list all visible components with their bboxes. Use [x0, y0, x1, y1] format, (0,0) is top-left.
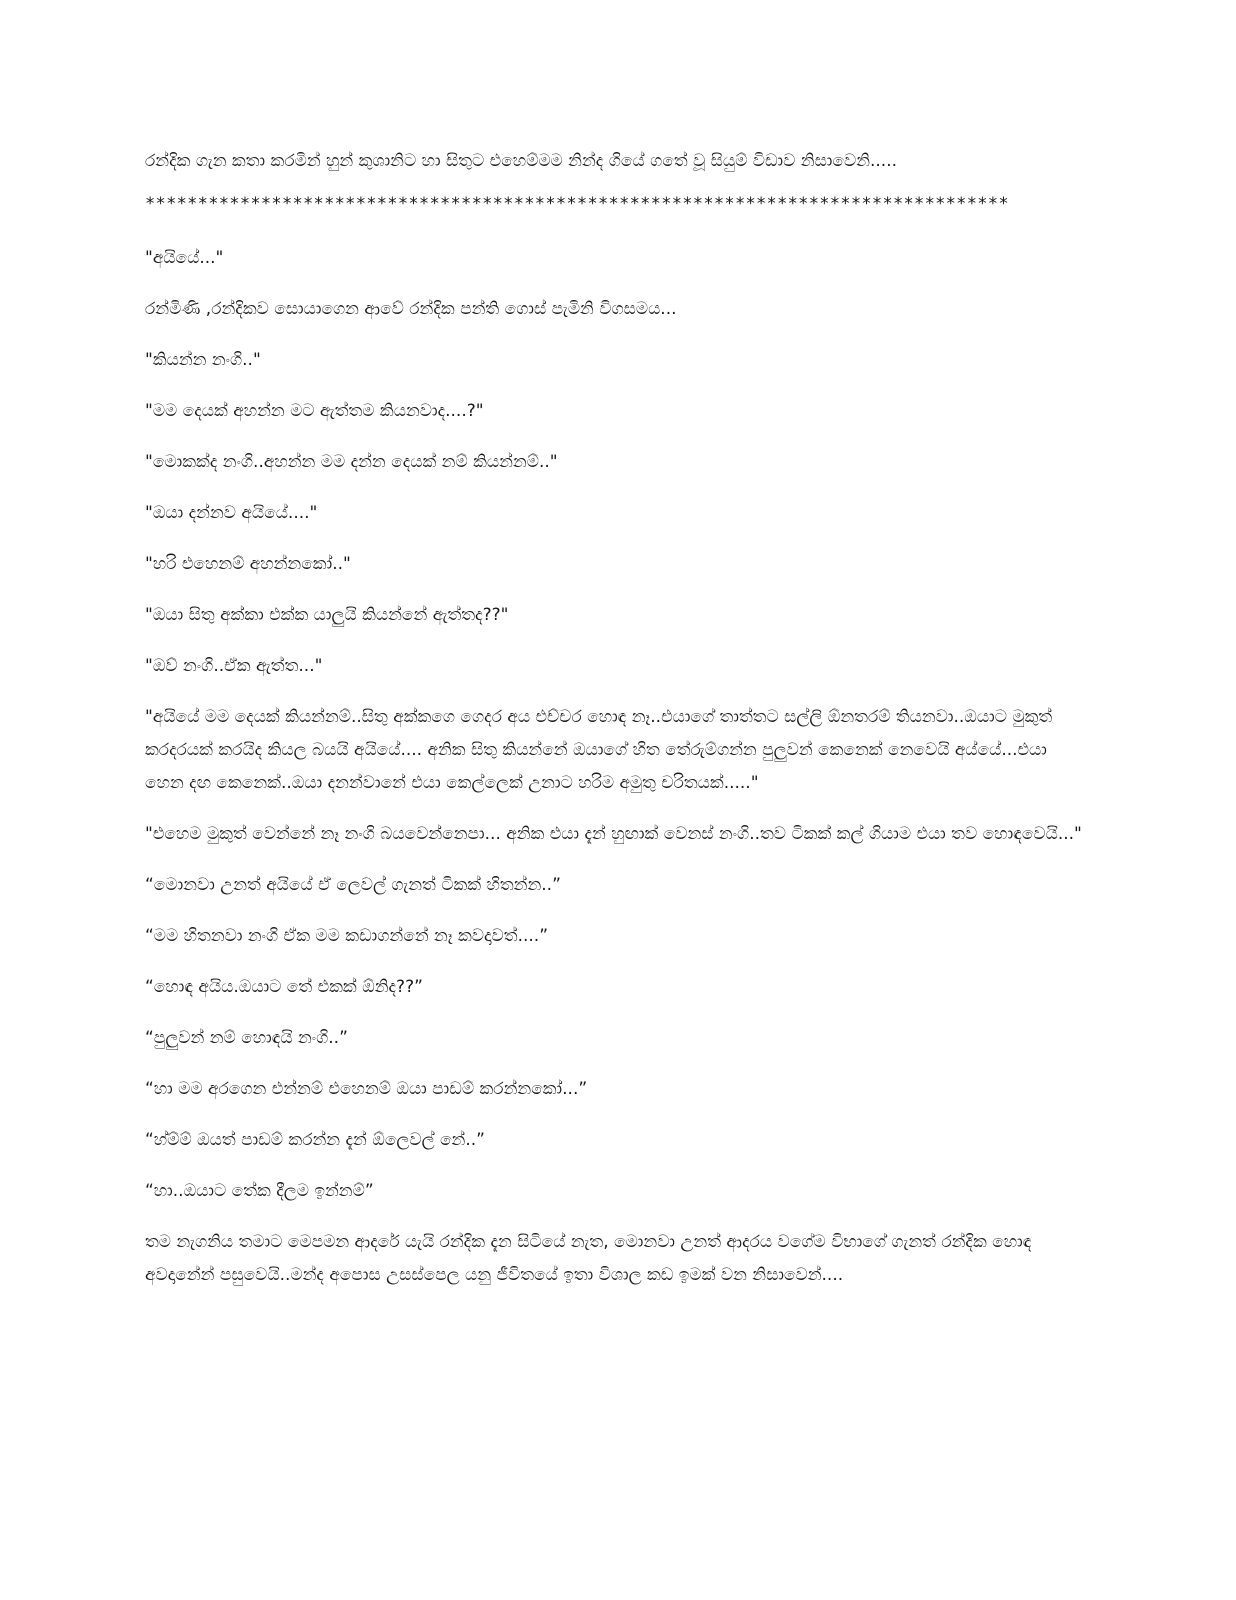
opening-paragraph: රන්දික ගැන කතා කරමින් හුන් කුශානිට හා සිතුට එහෙම්මම නින්ද ගියේ ගතේ වූ සියුම් විඩාව නිසාවෙනි..... — [145, 151, 898, 171]
section-separator: ********************************************************************************** — [145, 194, 1009, 214]
paragraph: "මම දෙයක් අහන්න මට ඇත්තම කියනවාද....?" — [145, 401, 484, 421]
paragraph: "අයියේ මම දෙයක් කියන්නම්..සිතු අක්කගෙ ගෙදර අය එච්චර හොඳ නෑ..එයාගේ තාත්තට සල්ලි ඕනතරම් තියනවා..ඔයාට මුකුත් කරදරයක් කරයිද කියල බයයි අයියේ.... අනික සිතු කියන්නේ ඔයාගේ හිත තේරුම්ගන්න පුලුවන් කෙනෙක් නෙවෙයි අය්යේ...එයා හෙන දඟ කෙනෙක්..ඔයා දනන්වානේ එයා කෙල්ලෙක් උනාට හරිම අමුතු චරිතයක්....." — [145, 707, 1053, 793]
paragraph: "අයියේ..." — [145, 248, 224, 268]
paragraph: රන්මිණි ,රන්දිකව සොයාගෙන ආවේ රන්දික පන්ති ගොස් පැමිනි විගසමය... — [145, 299, 677, 319]
paragraph: “හොඳ අයිය.ඔයාට තේ එකක් ඕනිද??” — [145, 977, 423, 997]
paragraph: "ඔයා දන්නව අයියේ...." — [145, 503, 318, 523]
paragraph: "ඔව් නංගි..ඒක ඇත්ත..." — [145, 656, 323, 676]
paragraph: "ඔයා සිතු අක්කා එක්ක යාලුයි කියන්නේ ඇත්තද??" — [145, 605, 509, 625]
paragraph: “මම හිතනවා නංගි ඒක මම කඩාගන්නේ නෑ කවදාවත්....” — [145, 926, 548, 946]
paragraph: “හා මම අරගෙන එන්නම් එහෙනම් ඔයා පාඩම් කරන්නකෝ...” — [145, 1079, 588, 1099]
paragraph: "හරි එහෙනම් අහන්නකෝ.." — [145, 554, 351, 574]
paragraph: "එහෙම මුකුත් වෙන්නේ නෑ නංගි බයවෙන්නෙපා... අනික එයා දැන් හුඟාක් වෙනස් නංගි..තව ටිකක් කල් ගියාම එයා තව හොඳවෙයි..." — [145, 824, 1082, 844]
paragraph: "කියන්න නංගි.." — [145, 350, 261, 370]
paragraph: තම නැගනිය තමාට මෙපමන ආදරේ යැයි රන්දික දැන සිටියේ නැත, මොනවා උනත් ආදරය වගේම විභාගේ ගැනත් රන්දික හොඳ අවදානේන් පසුවෙයි..මන්ද අපොස උසස්පෙල යනු ජීවිතයේ ඉතා විශාල කඩ ඉමක් වන නිසාවෙන්.... — [145, 1232, 1032, 1285]
paragraph: “හ්ම්ම් ඔයත් පාඩම් කරන්න දැන් ඕලෙවල් නේ..” — [145, 1130, 485, 1150]
paragraph: "මොකක්ද නංගි..අහන්න මම දන්න දෙයක් නම් කියන්නම්.." — [145, 452, 558, 472]
paragraph: “හා..ඔයාට තේක දීලම ඉන්නම්” — [145, 1181, 374, 1201]
document-page — [145, 145, 1085, 1310]
paragraph: “මොනවා උනත් අයියේ ඒ ලෙවල් ගැනත් ටිකක් හිතන්න..” — [145, 875, 561, 895]
paragraph: “පුලුවන් නම් හොඳයි නංගි..” — [145, 1028, 348, 1048]
